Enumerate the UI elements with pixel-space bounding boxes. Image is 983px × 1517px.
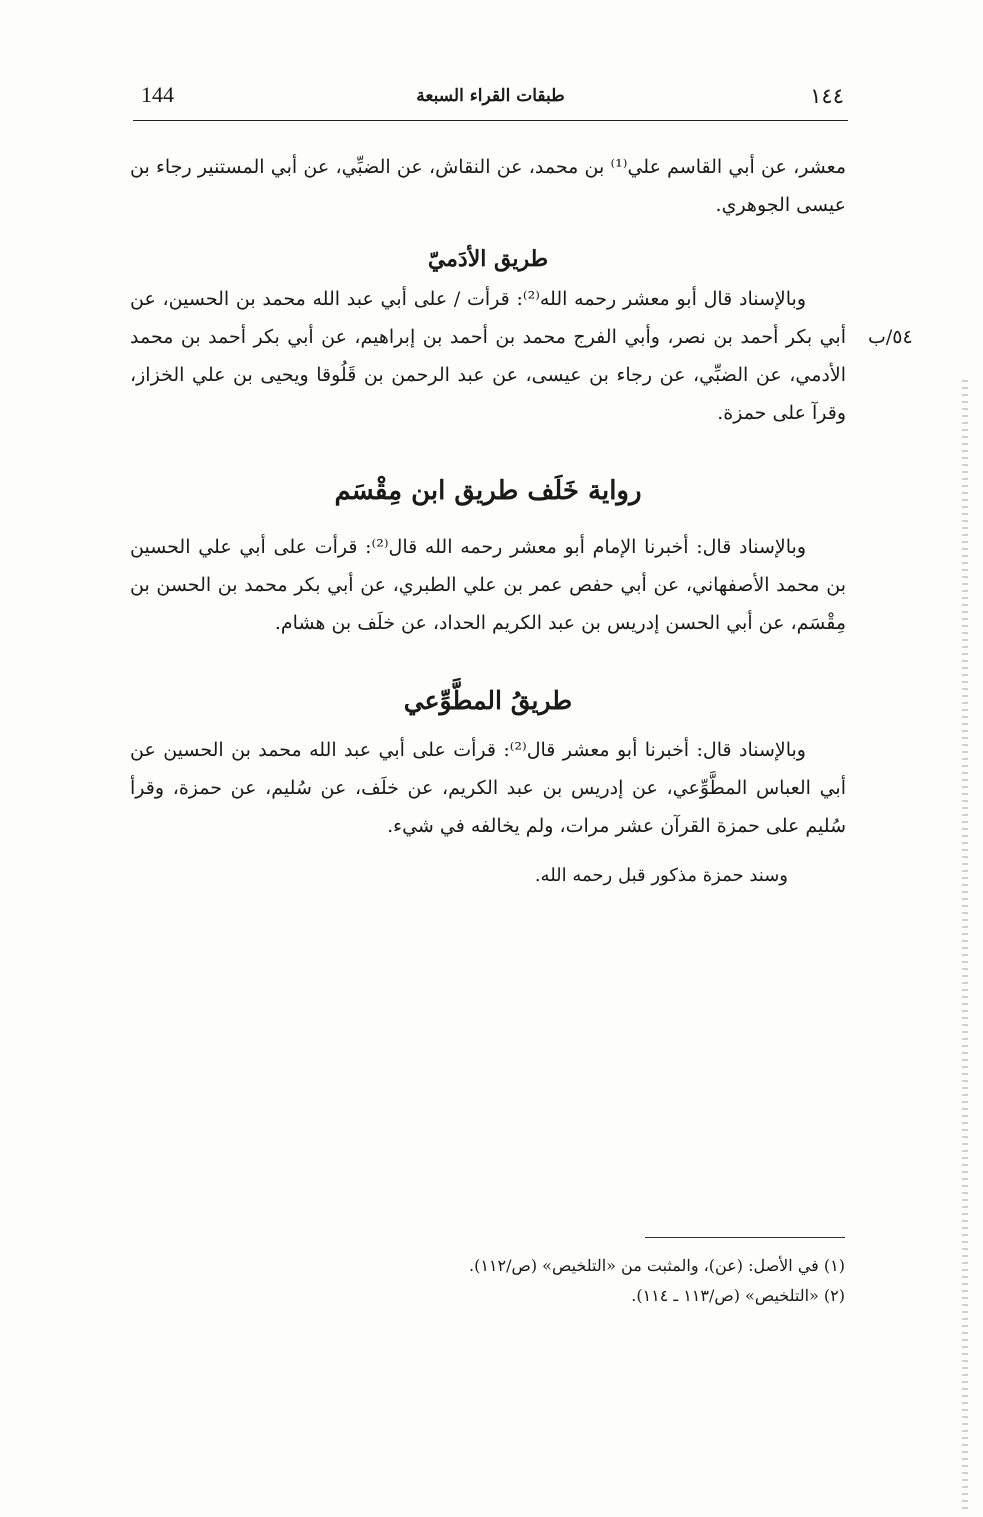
page-number-arabic: ١٤٤ xyxy=(810,84,844,108)
running-title: طبقات القراء السبعة xyxy=(416,86,565,106)
section-heading-khalaf: رواية خَلَف طريق ابن مِقْسَم xyxy=(334,476,642,506)
main-text xyxy=(130,148,846,895)
footnotes xyxy=(300,1251,845,1311)
scan-edge-dots xyxy=(962,380,968,1510)
page-number-latin: 144 xyxy=(141,82,174,107)
section-heading-mutawwii: طريقُ المطَّوِّعي xyxy=(403,686,573,715)
section-paragraph-adami: وبالإسناد قال أبو معشر رحمه الله⁽²⁾: قرأت / على أبي عبد الله محمد بن الحسين، عن أبي بكر أحمد بن نصر، وأبي الفرج محمد بن أحمد بن إبراهيم، عن أبي بكر أحمد بن محمد الأدمي، عن الضبِّي، عن رجاء بن عيسى، عن عبد الرحمن بن قَلُوقا ويحيى بن علي الخزاز، وقرآ على حمزة. xyxy=(130,288,846,424)
footnote-2: (٢) «التلخيص» (ص/١١٣ ـ ١١٤). xyxy=(631,1286,845,1305)
intro-paragraph: معشر، عن أبي القاسم علي⁽¹⁾ بن محمد، عن النقاش، عن الضبِّي، عن أبي المستنير رجاء بن عيسى الجوهري. xyxy=(130,156,847,216)
footnote-1: (١) في الأصل: (عن)، والمثبت من «التلخيص» (ص/١١٢). xyxy=(469,1256,845,1275)
closing-line: وسند حمزة مذكور قبل رحمه الله. xyxy=(534,865,788,886)
page-header xyxy=(133,80,848,121)
section-paragraph-khalaf: وبالإسناد قال: أخبرنا الإمام أبو معشر رحمه الله قال⁽²⁾: قرأت على أبي علي الحسين بن محمد الأصفهاني، عن أبي حفص عمر بن علي الطبري، عن أبي بكر محمد بن الحسن بن مِقْسَم، عن أبي الحسن إدريس بن عبد الكريم الحداد، عن خلَف بن هشام. xyxy=(130,536,846,634)
manuscript-folio-note: ٥٤/ب xyxy=(868,326,913,348)
section-heading-adami: طريق الأدَميّ xyxy=(427,246,549,272)
footnote-separator xyxy=(645,1237,845,1238)
section-paragraph-mutawwii: وبالإسناد قال: أخبرنا أبو معشر قال⁽²⁾: قرأت على أبي عبد الله محمد بن الحسين عن أبي العباس المطَّوِّعي، عن إدريس بن عبد الكريم، عن خلَف، عن سُليم، عن حمزة، وقرأ سُليم على حمزة القرآن عشر مرات، ولم يخالفه في شيء. xyxy=(130,739,846,837)
